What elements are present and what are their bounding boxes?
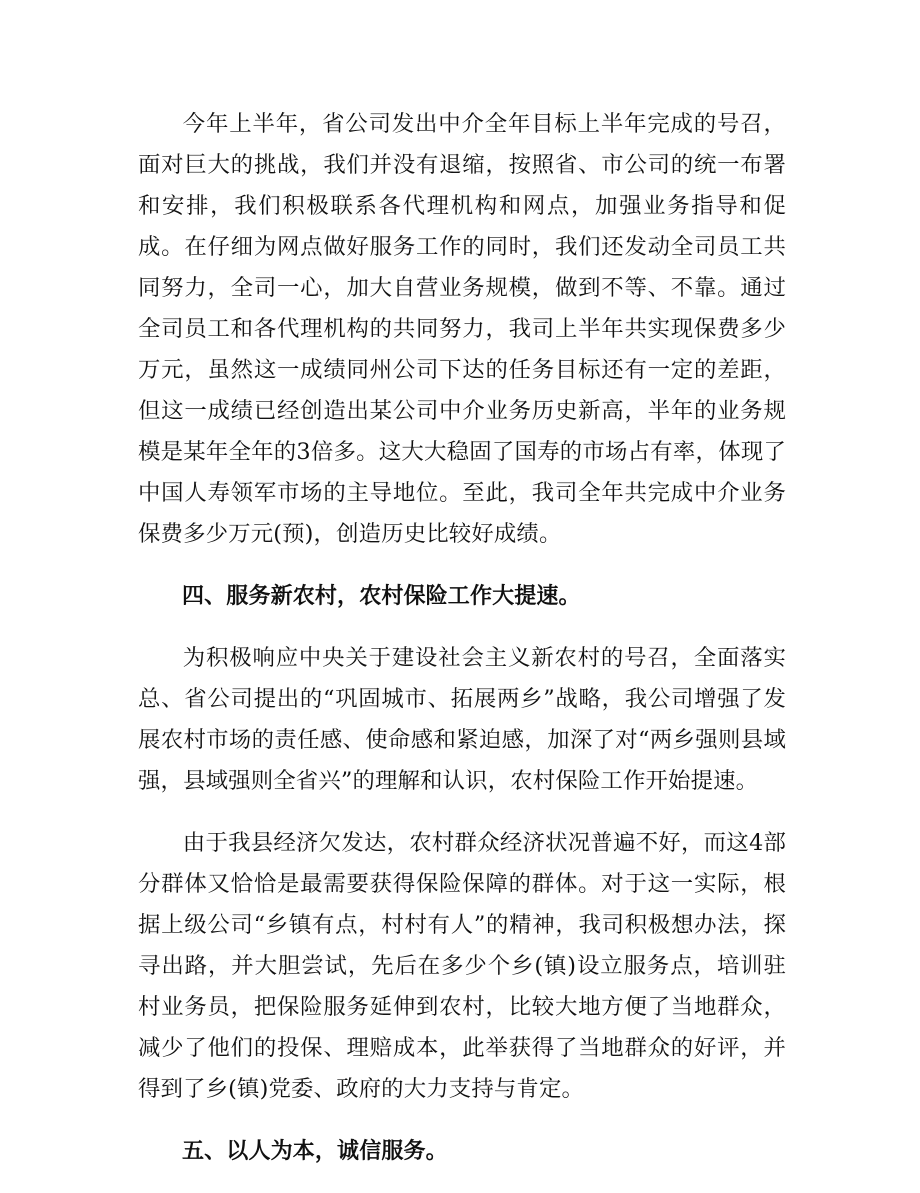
paragraph-rural-strategy: 为积极响应中央关于建设社会主义新农村的号召，全面落实总、省公司提出的“巩固城市、拓展两乡”战略，我公司增强了发展农村市场的责任感、使命感和紧迫感，加深了对“两乡强则县域强，县域强则全省兴”的理解和认识，农村保险工作开始提速。 xyxy=(138,645,786,794)
section-heading-rural-service: 四、服务新农村，农村保险工作大提速。 xyxy=(182,584,581,609)
document-body xyxy=(138,104,786,1193)
paragraph-rural-service-points: 由于我县经济欠发达，农村群众经济状况普遍不好，而这4部分群体又恰恰是最需要获得保险保障的群体。对于这一实际，根据上级公司“乡镇有点，村村有人”的精神，我司积极想办法，探寻出路，并大胆尝试，先后在多少个乡(镇)设立服务点，培训驻村业务员，把保险服务延伸到农村，比较大地方便了当地群众，减少了他们的投保、理赔成本，此举获得了当地群众的好评，并得到了乡(镇)党委、政府的大力支持与肯定。 xyxy=(138,830,786,1102)
paragraph-first-half-results: 今年上半年，省公司发出中介全年目标上半年完成的号召，面对巨大的挑战，我们并没有退缩，按照省、市公司的统一布署和安排，我们积极联系各代理机构和网点，加强业务指导和促成。在仔细为网点做好服务工作的同时，我们还发动全司员工共同努力，全司一心，加大自营业务规模，做到不等、不靠。通过全司员工和各代理机构的共同努力，我司上半年共实现保费多少万元，虽然这一成绩同州公司下达的任务目标还有一定的差距，但这一成绩已经创造出某公司中介业务历史新高，半年的业务规模是某年全年的3倍多。这大大稳固了国寿的市场占有率，体现了中国人寿领军市场的主导地位。至此，我司全年共完成中介业务保费多少万元(预)，创造历史比较好成绩。 xyxy=(138,111,786,547)
section-heading-people-oriented: 五、以人为本，诚信服务。 xyxy=(182,1139,448,1164)
